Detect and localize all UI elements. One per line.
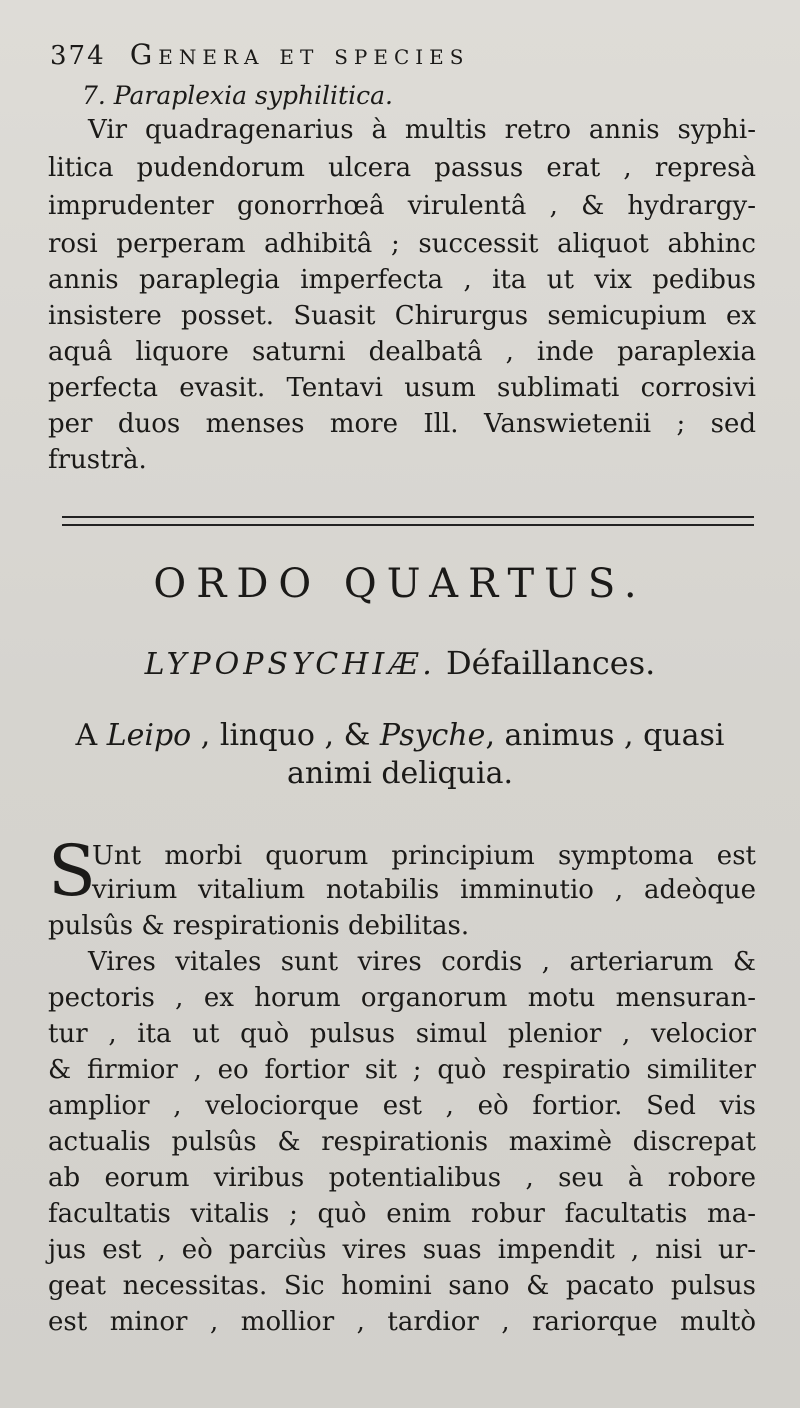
text-line: frustrà. — [48, 445, 147, 475]
drop-cap: S — [48, 830, 96, 912]
text-line: jus est , eò parciùs vires suas impendit , nisi ur- — [48, 1235, 756, 1265]
text-line: annis paraplegia imperfecta , ita ut vix pedibus — [48, 265, 756, 295]
text-line: pulsûs & respirationis debilitas. — [48, 911, 470, 941]
text-line: per duos menses more Ill. Vanswietenii ; sed — [48, 409, 756, 439]
text-line: insistere posset. Suasit Chirurgus semicupium ex — [48, 301, 756, 331]
etymology-gloss: , linquo , & — [200, 718, 371, 753]
text-line: tur , ita ut quò pulsus simul plenior , velocior — [48, 1019, 756, 1049]
subsection-title: 7. Paraplexia syphilitica. — [82, 81, 393, 110]
running-title: Genera et species — [129, 38, 470, 71]
text-line: & firmior , eo fortior sit ; quò respiratio similiter — [48, 1055, 756, 1085]
etymology-line: animi deliquia. — [286, 756, 514, 791]
etymology-word-leipo: Leipo — [106, 718, 192, 753]
order-heading: ORDO QUARTUS. — [153, 561, 647, 607]
text-line: imprudenter gonorrhœâ virulentâ , & hydrargy- — [48, 191, 756, 221]
etymology-gloss: , animus , quasi — [485, 718, 725, 753]
text-line: aquâ liquore saturni dealbatâ , inde paraplexia — [48, 337, 756, 367]
text-line: actualis pulsûs & respirationis maximè discrepat — [48, 1127, 756, 1157]
etymology-word-psyche: Psyche — [379, 718, 486, 753]
section-divider — [62, 516, 754, 526]
text-line: pectoris , ex horum organorum motu mensuran- — [48, 983, 756, 1013]
text-line: ab eorum viribus potentialibus , seu à robore — [48, 1163, 756, 1193]
etymology-line — [0, 716, 800, 756]
text-line: perfecta evasit. Tentavi usum sublimati corrosivi — [48, 373, 756, 403]
text-line: Unt morbi quorum principium symptoma est — [92, 841, 756, 871]
running-header — [50, 38, 650, 71]
class-heading — [0, 642, 800, 686]
text-line: litica pudendorum ulcera passus erat , represà — [48, 153, 756, 183]
text-line: Vires vitales sunt vires cordis , arteriarum & — [88, 947, 756, 977]
text-line: geat necessitas. Sic homini sano & pacato pulsus — [48, 1271, 756, 1301]
text-line: Vir quadragenarius à multis retro annis syphi- — [88, 115, 756, 145]
text-line: rosi perperam adhibitâ ; successit aliquot abhinc — [48, 229, 756, 259]
text-line: virium vitalium notabilis imminutio , adeòque — [92, 875, 756, 905]
text-line: est minor , mollior , tardior , rariorque multò — [48, 1307, 756, 1337]
class-french-name: Défaillances. — [445, 644, 656, 682]
text-line: facultatis vitalis ; quò enim robur facultatis ma- — [48, 1199, 756, 1229]
etymology-a: A — [75, 718, 98, 753]
page-number: 374 — [50, 41, 106, 71]
class-latin-name: LYPOPSYCHIÆ. — [144, 647, 436, 682]
text-line: amplior , velociorque est , eò fortior. Sed vis — [48, 1091, 756, 1121]
